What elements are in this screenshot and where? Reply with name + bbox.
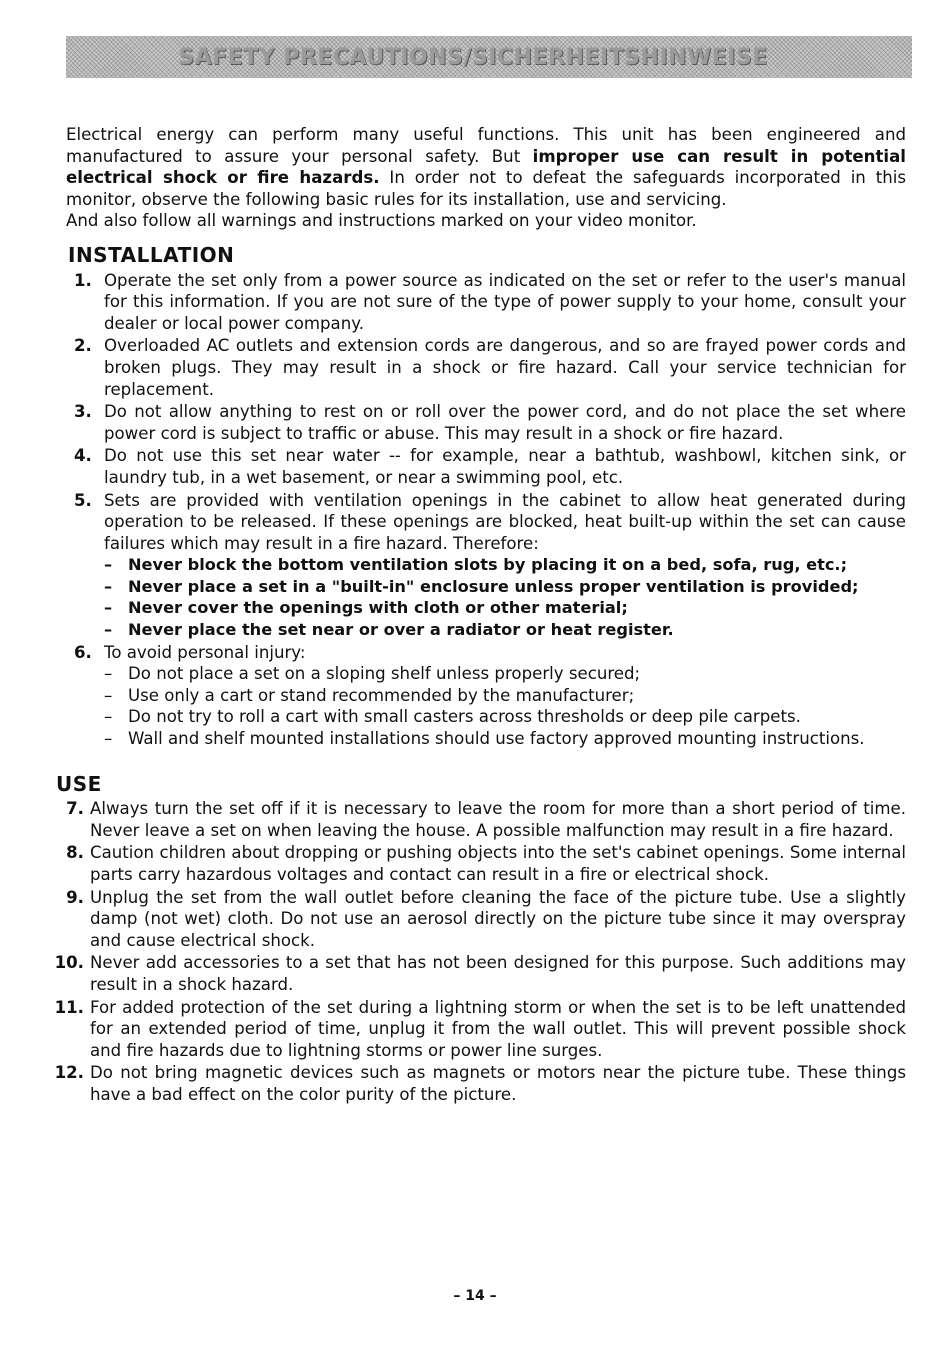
list-item	[54, 952, 906, 995]
list-item	[66, 445, 906, 488]
item-text: Overloaded AC outlets and extension cords are dangerous, and so are frayed power cords and broken plugs. They may result in a shock or fire hazard. Call your service technician for replacement.	[104, 336, 906, 399]
injury-warnings	[104, 663, 906, 749]
sub-item-text: Do not place a set on a sloping shelf unless properly secured;	[128, 664, 641, 684]
item-number: 8.	[66, 843, 84, 863]
page-title: SAFETY PRECAUTIONS/SICHERHEITSHINWEISE	[178, 44, 768, 70]
sub-item-text: Wall and shelf mounted installations should use factory approved mounting instructions.	[128, 729, 865, 749]
document-body	[54, 124, 906, 1107]
sub-item-text: Use only a cart or stand recommended by the manufacturer;	[128, 685, 635, 705]
item-number: 12.	[54, 1063, 84, 1083]
header-banner	[66, 36, 912, 78]
intro-text-1: Electrical energy can perform many useful functions. This unit has been engineered and manufactured to assure your personal safety. But	[66, 125, 906, 166]
item-number: 11.	[54, 997, 84, 1017]
item-text: Unplug the set from the wall outlet before cleaning the face of the picture tube. Use a slightly damp (not wet) cloth. Do not use an aerosol directly on the picture tube since it may overspray and cause electrical shock.	[90, 887, 906, 950]
list-item	[66, 270, 906, 335]
intro-text-3: And also follow all warnings and instructions marked on your video monitor.	[66, 211, 697, 231]
list-item	[62, 887, 906, 952]
sub-item-text: Never place a set in a "built-in" enclosure unless proper ventilation is provided;	[128, 576, 859, 596]
list-item	[66, 335, 906, 400]
sub-item	[104, 685, 906, 707]
dash: –	[104, 707, 113, 727]
sub-item-text: Do not try to roll a cart with small casters across thresholds or deep pile carpets.	[128, 707, 801, 727]
item-number: 9.	[66, 887, 84, 907]
item-number: 2.	[74, 336, 92, 356]
list-item	[66, 642, 906, 750]
list-item	[54, 1062, 906, 1105]
item-text: Never add accessories to a set that has not been designed for this purpose. Such additions may result in a shock hazard.	[90, 953, 906, 994]
item-text: For added protection of the set during a lightning storm or when the set is to be left unattended for an extended period of time, unplug it from the wall outlet. This will prevent possible shock and fire hazards due to lightning storms or power line surges.	[90, 997, 906, 1060]
dash: –	[104, 685, 113, 705]
sub-item-text: Never place the set near or over a radiator or heat register.	[128, 620, 674, 640]
list-item	[62, 842, 906, 885]
item-number: 3.	[74, 402, 92, 422]
dash: –	[104, 620, 113, 640]
dash: –	[104, 555, 113, 575]
item-number: 10.	[54, 953, 84, 973]
installation-list	[66, 270, 906, 750]
use-list	[54, 798, 906, 1105]
sub-item-text: Never cover the openings with cloth or other material;	[128, 598, 628, 618]
sub-item	[104, 554, 906, 576]
use-heading: USE	[56, 771, 102, 796]
item-text: Caution children about dropping or pushing objects into the set's cabinet openings. Some internal parts carry hazardous voltages and contact can result in a fire or electrical shock.	[90, 843, 906, 884]
list-item	[54, 997, 906, 1062]
sub-item	[104, 619, 906, 641]
page-number: – 14 –	[453, 1288, 497, 1304]
item-text: To avoid personal injury:	[104, 642, 306, 662]
item-text: Do not use this set near water -- for example, near a bathtub, washbowl, kitchen sink, or laundry tub, in a wet basement, or near a swimming pool, etc.	[104, 446, 906, 487]
dash: –	[104, 598, 113, 618]
item-text: Do not bring magnetic devices such as magnets or motors near the picture tube. These things have a bad effect on the color purity of the picture.	[90, 1063, 906, 1104]
sub-item	[104, 663, 906, 685]
item-text: Operate the set only from a power source as indicated on the set or refer to the user's manual for this information. If you are not sure of the type of power supply to your home, consult your dealer or local power company.	[104, 270, 906, 333]
item-number: 6.	[74, 642, 92, 662]
list-item	[66, 401, 906, 444]
sub-item	[104, 576, 906, 598]
dash: –	[104, 729, 113, 749]
sub-item	[104, 728, 906, 750]
ventilation-warnings	[104, 554, 906, 640]
intro-warning-text: improper use can result in potential electrical shock or fire hazards.	[66, 146, 906, 188]
item-text: Sets are provided with ventilation openings in the cabinet to allow heat generated during operation to be released. If these openings are blocked, heat built-up within the set can cause failures which may result in a fire hazard. Therefore:	[104, 490, 906, 553]
item-text: Do not allow anything to rest on or roll over the power cord, and do not place the set where power cord is subject to traffic or abuse. This may result in a shock or fire hazard.	[104, 402, 906, 443]
intro-text-2: In order not to defeat the safeguards incorporated in this monitor, observe the following basic rules for its installation, use and servicing.	[66, 168, 906, 209]
intro-paragraph	[66, 124, 906, 232]
dash: –	[104, 576, 113, 596]
sub-item	[104, 706, 906, 728]
sub-item	[104, 597, 906, 619]
item-number: 1.	[74, 270, 92, 290]
list-item	[62, 798, 906, 841]
installation-heading: INSTALLATION	[68, 242, 235, 267]
dash: –	[104, 664, 113, 684]
sub-item-text: Never block the bottom ventilation slots by placing it on a bed, sofa, rug, etc.;	[128, 555, 848, 575]
item-number: 7.	[66, 799, 84, 819]
item-number: 4.	[74, 446, 92, 466]
list-item	[66, 490, 906, 641]
item-number: 5.	[74, 490, 92, 510]
item-text: Always turn the set off if it is necessary to leave the room for more than a short period of time. Never leave a set on when leaving the house. A possible malfunction may result in a fire hazard.	[90, 799, 906, 840]
